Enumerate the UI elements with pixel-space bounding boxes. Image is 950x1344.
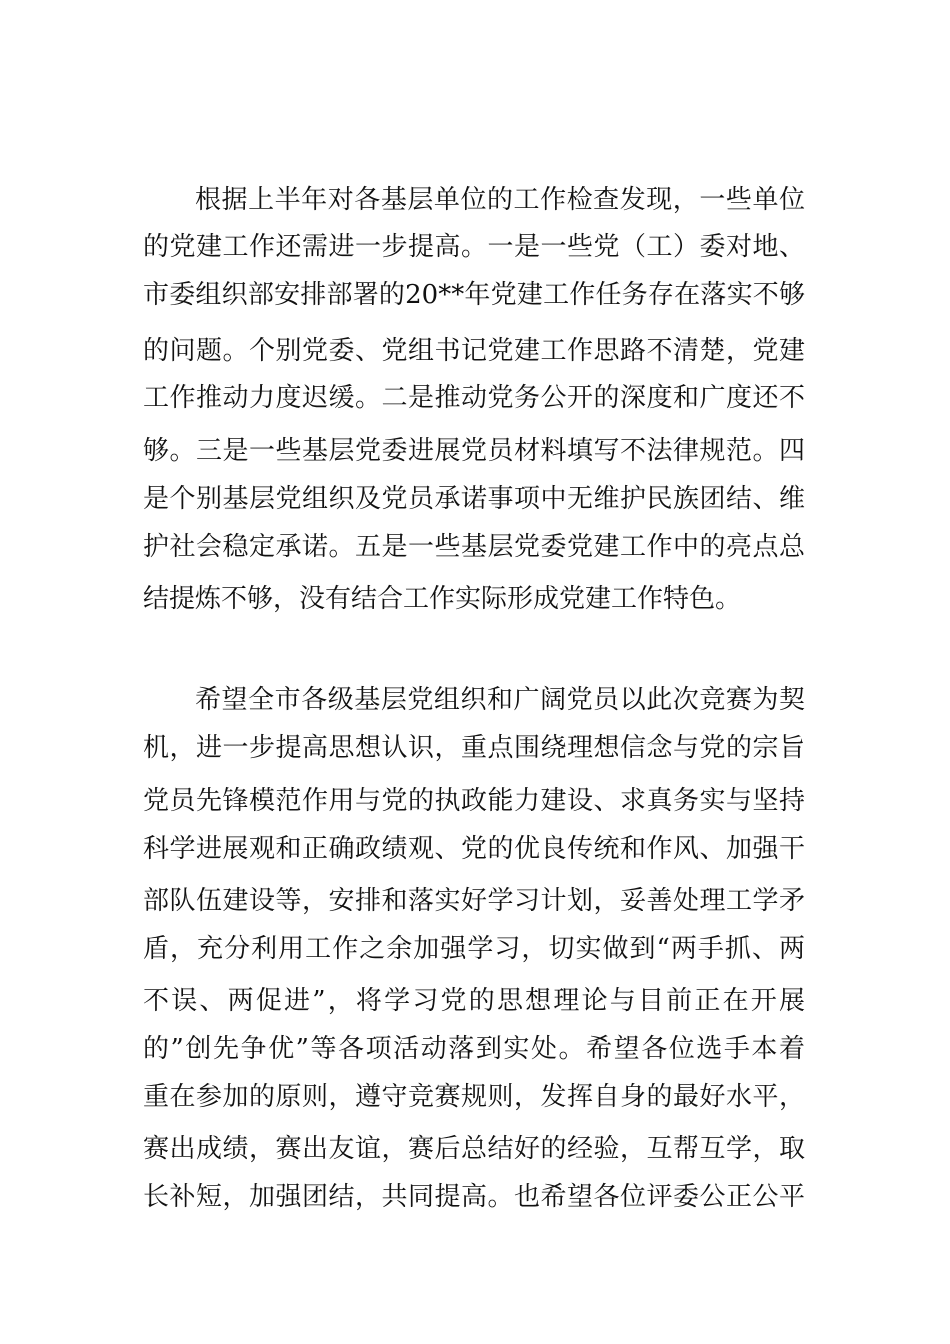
paragraph-line: 长补短，加强团结，共同提高。也希望各位评委公正公平: [143, 1182, 805, 1212]
paragraph-line: 党员先锋模范作用与党的执政能力建设、求真务实与坚持: [143, 786, 805, 816]
paragraph-line: 根据上半年对各基层单位的工作检查发现，一些单位: [195, 185, 805, 215]
paragraph-line: 部队伍建设等，安排和落实好学习计划，妥善处理工学矛: [143, 886, 805, 916]
paragraph-line: 重在参加的原则，遵守竞赛规则，发挥自身的最好水平，: [143, 1082, 805, 1112]
paragraph-line: 是个别基层党组织及党员承诺事项中无维护民族团结、维: [143, 484, 805, 514]
paragraph-line: 的党建工作还需进一步提高。一是一些党（工）委对地、: [143, 232, 805, 262]
paragraph-line: 盾，充分利用工作之余加强学习，切实做到“两手抓、两: [143, 934, 805, 964]
paragraph-line: 科学进展观和正确政绩观、党的优良传统和作风、加强干: [143, 834, 805, 864]
paragraph-line: 希望全市各级基层党组织和广阔党员以此次竞赛为契: [195, 685, 805, 715]
paragraph-line: 不误、两促进”，将学习党的思想理论与目前正在开展: [143, 986, 805, 1016]
paragraph-line: 护社会稳定承诺。五是一些基层党委党建工作中的亮点总: [143, 532, 805, 562]
paragraph-line: 的问题。个别党委、党组书记党建工作思路不清楚，党建: [143, 336, 805, 366]
paragraph-line: 工作推动力度迟缓。二是推动党务公开的深度和广度还不: [143, 383, 805, 413]
paragraph-line: 机，进一步提高思想认识，重点围绕理想信念与党的宗旨: [143, 733, 805, 763]
paragraph-line: 结提炼不够，没有结合工作实际形成党建工作特色。: [143, 584, 742, 614]
paragraph-line: 够。三是一些基层党委进展党员材料填写不法律规范。四: [143, 436, 805, 466]
paragraph-line: 市委组织部安排部署的20**年党建工作任务存在落实不够: [143, 280, 805, 310]
paragraph-line: 的”创先争优”等各项活动落到实处。希望各位选手本着: [143, 1034, 805, 1064]
paragraph-line: 赛出成绩，赛出友谊，赛后总结好的经验，互帮互学，取: [143, 1134, 805, 1164]
